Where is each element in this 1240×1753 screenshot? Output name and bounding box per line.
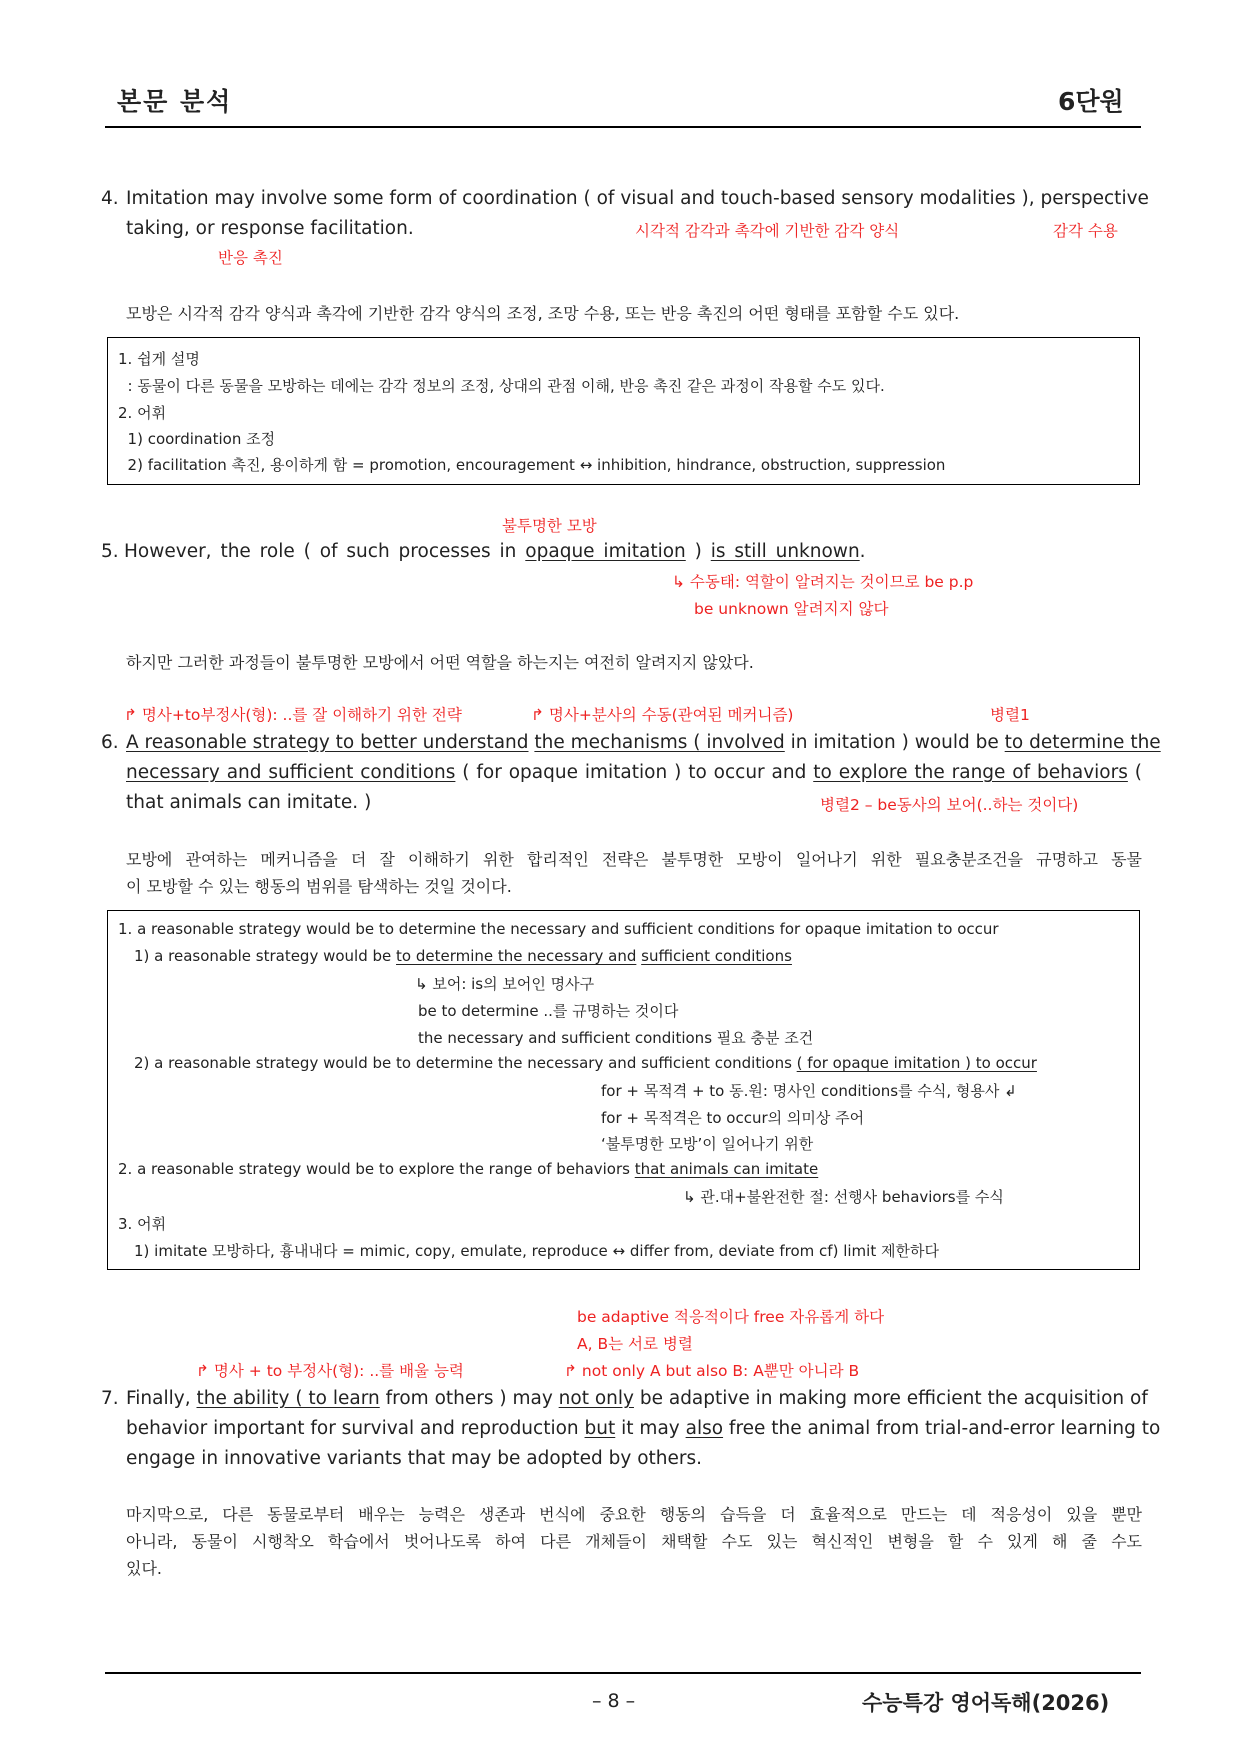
explanation-box xyxy=(107,337,1140,485)
box-line: ‘불투명한 모방’이 일어나기 위한 xyxy=(601,1135,814,1153)
sentence-6-line-2: necessary and sufficient conditions ( for opaque imitation ) to occur and to explore the range of behaviors ( xyxy=(126,762,1142,783)
annotation: 감각 수용 xyxy=(1053,222,1118,240)
sentence-7-line-3: engage in innovative variants that may be adopted by others. xyxy=(126,1448,703,1469)
box-line: the necessary and sufficient conditions 필요 충분 조건 xyxy=(418,1029,814,1047)
box-line: be to determine ..를 규명하는 것이다 xyxy=(418,1002,679,1020)
translation: 이 모방할 수 있는 행동의 범위를 탐색하는 것일 것이다. xyxy=(126,877,512,896)
annotation: ↱ 명사 + to 부정사(형): ..를 배울 능력 xyxy=(196,1362,464,1380)
box-line: 1) imitate 모방하다, 흉내내다 = mimic, copy, emulate, reproduce ↔ differ from, deviate from cf) limit 제한하다 xyxy=(134,1242,939,1260)
unit-label: 6단원 xyxy=(1058,87,1124,116)
book-title: 수능특강 영어독해(2026) xyxy=(862,1691,1110,1715)
header-divider xyxy=(105,126,1141,128)
translation: 마지막으로, 다른 동물로부터 배우는 능력은 생존과 번식에 중요한 행동의 습득을 더 효율적으로 만드는 데 적응성이 있을 뿐만 xyxy=(126,1505,1142,1524)
box-line: 3. 어휘 xyxy=(118,1215,167,1233)
annotation: be unknown 알려지지 않다 xyxy=(694,600,889,618)
annotation: 병렬2 – be동사의 보어(..하는 것이다) xyxy=(820,796,1079,814)
footer-divider xyxy=(105,1672,1141,1674)
sentence-number: 6. xyxy=(101,732,119,753)
box-line: 1) coordination 조정 xyxy=(118,430,276,448)
annotation: 시각적 감각과 촉각에 기반한 감각 양식 xyxy=(635,222,900,240)
annotation: be adaptive 적응적이다 free 자유롭게 하다 xyxy=(577,1308,885,1326)
sentence-5: However, the role ( of such processes in opaque imitation ) is still unknown. xyxy=(124,541,866,562)
box-line: 1. a reasonable strategy would be to determine the necessary and sufficient conditions for opaque imitation to occur xyxy=(118,920,999,938)
box-line: : 동물이 다른 동물을 모방하는 데에는 감각 정보의 조정, 상대의 관점 이해, 반응 촉진 같은 과정이 작용할 수도 있다. xyxy=(118,377,885,395)
sentence-4-line-2: taking, or response facilitation. xyxy=(126,218,414,239)
translation: 있다. xyxy=(126,1559,162,1578)
box-line: 2. 어휘 xyxy=(118,404,167,422)
sentence-6-line-3: that animals can imitate. ) xyxy=(126,792,372,813)
translation: 하지만 그러한 과정들이 불투명한 모방에서 어떤 역할을 하는지는 여전히 알려지지 않았다. xyxy=(126,653,754,672)
annotation: 반응 촉진 xyxy=(218,249,283,267)
sentence-number: 4. xyxy=(101,188,119,209)
box-line: 2. a reasonable strategy would be to explore the range of behaviors that animals can imitate xyxy=(118,1160,819,1178)
box-line: 2) a reasonable strategy would be to determine the necessary and sufficient conditions ( for opaque imitation ) to occur xyxy=(134,1054,1037,1072)
page-title: 본문 분석 xyxy=(117,87,233,116)
sentence-number: 7. xyxy=(101,1388,119,1409)
box-line: 1) a reasonable strategy would be to determine the necessary and sufficient conditions xyxy=(134,947,792,965)
annotation: ↱ 명사+to부정사(형): ..를 잘 이해하기 위한 전략 xyxy=(124,706,462,724)
box-line: ↳ 관.대+불완전한 절: 선행사 behaviors를 수식 xyxy=(683,1188,1004,1206)
box-line: ↳ 보어: is의 보어인 명사구 xyxy=(415,975,595,993)
translation: 모방에 관여하는 메커니즘을 더 잘 이해하기 위한 합리적인 전략은 불투명한 모방이 일어나기 위한 필요충분조건을 규명하고 동물 xyxy=(126,850,1142,869)
annotation: 병렬1 xyxy=(990,706,1030,724)
annotation: A, B는 서로 병렬 xyxy=(577,1335,693,1353)
explanation-box xyxy=(107,910,1140,1270)
translation: 모방은 시각적 감각 양식과 촉각에 기반한 감각 양식의 조정, 조망 수용, 또는 반응 촉진의 어떤 형태를 포함할 수도 있다. xyxy=(126,304,960,323)
page-number: – 8 – xyxy=(592,1690,636,1712)
annotation: 불투명한 모방 xyxy=(502,517,597,535)
box-line: 1. 쉽게 설명 xyxy=(118,350,200,368)
box-line: for + 목적격 + to 동.원: 명사인 conditions를 수식, 형용사 ↲ xyxy=(601,1082,1017,1100)
sentence-7-line-2: behavior important for survival and reproduction but it may also free the animal from trial-and-error learning to xyxy=(126,1418,1161,1439)
box-line: 2) facilitation 촉진, 용이하게 함 = promotion, encouragement ↔ inhibition, hindrance, obstruction, suppression xyxy=(118,456,946,474)
annotation: ↱ not only A but also B: A뿐만 아니라 B xyxy=(564,1362,860,1380)
annotation: ↳ 수동태: 역할이 알려지는 것이므로 be p.p xyxy=(672,573,974,591)
box-line: for + 목적격은 to occur의 의미상 주어 xyxy=(601,1109,865,1127)
sentence-number: 5. xyxy=(101,541,119,562)
sentence-6-line-1: A reasonable strategy to better understand the mechanisms ( involved in imitation ) would be to determine the xyxy=(126,732,1161,753)
annotation: ↱ 명사+분사의 수동(관여된 메커니즘) xyxy=(531,706,794,724)
sentence-4-line-1: Imitation may involve some form of coordination ( of visual and touch-based sensory modalities ), perspective xyxy=(126,188,1149,209)
translation: 아니라, 동물이 시행착오 학습에서 벗어나도록 하여 다른 개체들이 채택할 수도 있는 혁신적인 변형을 할 수 있게 해 줄 수도 xyxy=(126,1532,1142,1551)
sentence-7-line-1: Finally, the ability ( to learn from others ) may not only be adaptive in making more efficient the acquisition of xyxy=(126,1388,1148,1409)
